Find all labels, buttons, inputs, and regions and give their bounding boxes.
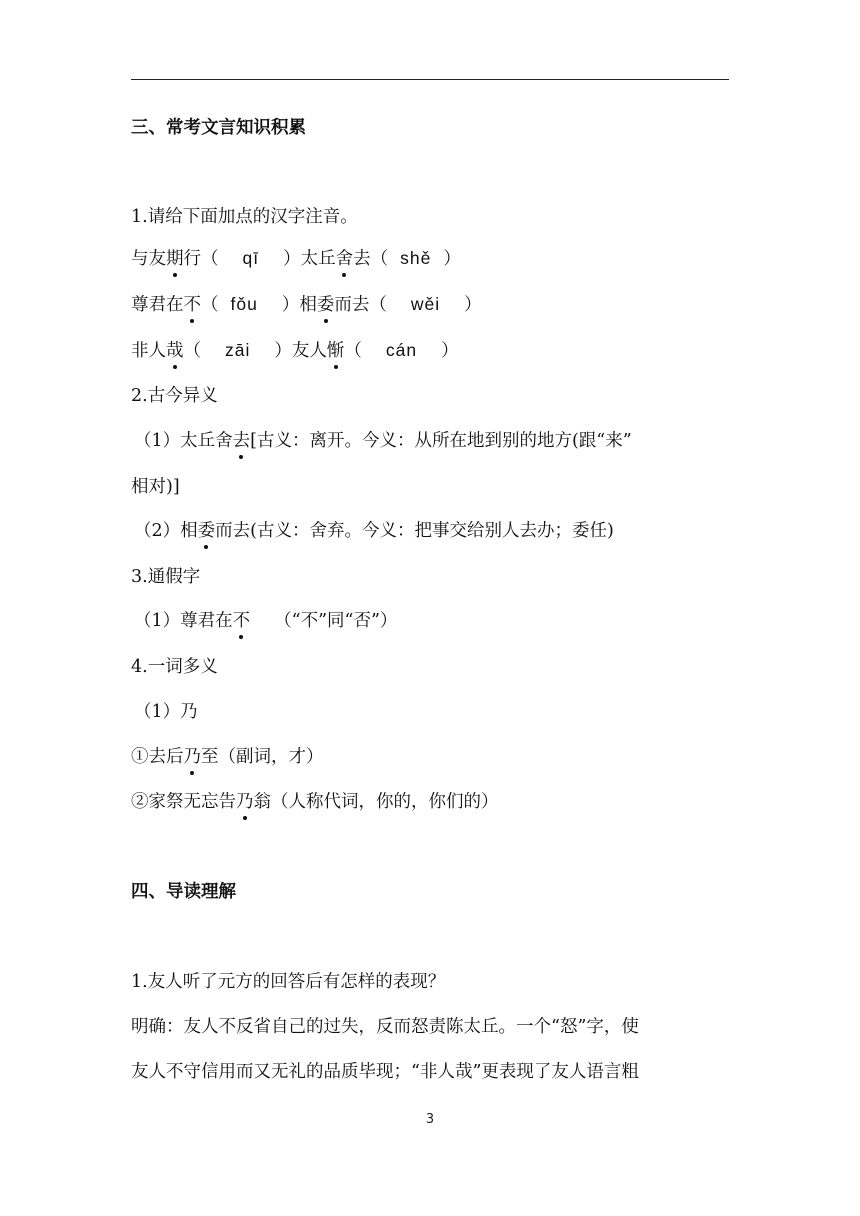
dotted-char: 不 bbox=[183, 295, 201, 315]
page-number: 3 bbox=[425, 1112, 435, 1127]
q2-item-1-cont: 相对)] bbox=[131, 477, 180, 497]
header-rule bbox=[131, 79, 729, 80]
section4-answer-line-2: 友人不守信用而又无礼的品质毕现；“非人哉”更表现了友人语言粗 bbox=[131, 1062, 639, 1082]
section3-heading: 三、常考文言知识积累 bbox=[131, 118, 306, 138]
q1-label: 1.请给下面加点的汉字注音。 bbox=[131, 207, 358, 227]
q3-label: 3.通假字 bbox=[131, 567, 201, 587]
dotted-char: 委 bbox=[316, 295, 335, 315]
q4-sub-heading: （1）乃 bbox=[134, 702, 198, 722]
pinyin-answer: qī bbox=[242, 248, 260, 268]
q3-item-1: （1）尊君在不 （“不”同“否”） bbox=[134, 611, 398, 631]
section4-heading: 四、导读理解 bbox=[131, 882, 236, 902]
pinyin-answer: shě bbox=[400, 248, 432, 268]
dotted-char: 乃 bbox=[236, 792, 254, 812]
q2-item-2: （2）相委而去(古义：舍弃。今义：把事交给别人去办；委任) bbox=[134, 521, 614, 541]
pinyin-answer: zāi bbox=[225, 340, 251, 360]
dotted-char: 不 bbox=[232, 611, 251, 631]
pinyin-answer: cán bbox=[385, 340, 418, 360]
q2-item-1: （1）太丘舍去[古义：离开。今义：从所在地到别的地方(跟“来” bbox=[134, 431, 632, 451]
section4-q1: 1.友人听了元方的回答后有怎样的表现？ bbox=[131, 972, 446, 992]
dotted-char: 期 bbox=[166, 249, 184, 269]
q4-item-1: ①去后乃至（副词，才） bbox=[131, 747, 324, 767]
dotted-char: 惭 bbox=[326, 341, 345, 361]
dotted-char: 哉 bbox=[166, 341, 184, 361]
dotted-char: 舍 bbox=[335, 249, 354, 269]
q4-item-2: ②家祭无忘告乃翁（人称代词，你的，你们的） bbox=[131, 792, 499, 812]
pinyin-answer: wěi bbox=[410, 294, 441, 314]
dotted-char: 去 bbox=[232, 431, 251, 451]
pinyin-row-3: 非人哉（ zāi ）友人惭（ cán ） bbox=[131, 340, 459, 361]
pinyin-row-2: 尊君在不（ fǒu ）相委而去（ wěi ） bbox=[131, 294, 482, 315]
q2-label: 2.古今异义 bbox=[131, 386, 218, 406]
pinyin-row-1: 与友期行（ qī ）太丘舍去（ shě ） bbox=[131, 248, 461, 269]
pinyin-answer: fǒu bbox=[230, 294, 258, 314]
dotted-char: 委 bbox=[197, 521, 216, 541]
section4-answer-line-1: 明确：友人不反省自己的过失，反而怒责陈太丘。一个“怒”字，使 bbox=[131, 1017, 639, 1037]
q4-label: 4.一词多义 bbox=[131, 657, 218, 677]
dotted-char: 乃 bbox=[183, 747, 201, 767]
